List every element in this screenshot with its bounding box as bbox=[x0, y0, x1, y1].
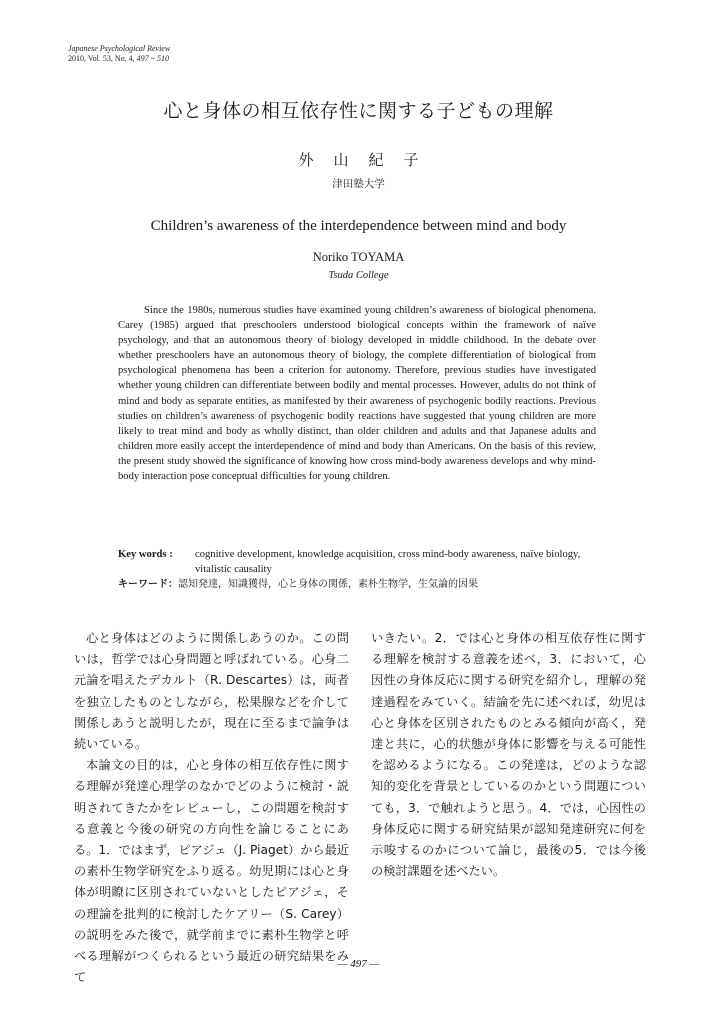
body-paragraph: 本論文の目的は，心と身体の相互依存性に関する理解が発達心理学のなかでどのように検討・説明されてきたかをレビューし，この問題を検討する意義と今後の研究の方向性を論じることにある。1．ではまず，ピアジェ（J. Piaget）から最近の素朴生物学研究をふり返る。幼児期には心と身体が明瞭に区別されていないとしたピアジェ，その理論を批判的に検討したケアリー（S. Carey）の説明をみた後で，就学前までに素朴生物学と呼べる理解がつくられるという最近の研究結果をみて bbox=[74, 758, 349, 985]
title-english: Children’s awareness of the interdependence between mind and body bbox=[150, 218, 567, 234]
keywords-english-text: cognitive development, knowledge acquisition, cross mind-body awareness, naïve biology, vitalistic causality bbox=[195, 549, 581, 575]
abstract: Since the 1980s, numerous studies have examined young children’s awareness of biological phenomena. Carey (1985) argued that preschoolers understood biological concepts within the framework of naïve psychology, and that an autonomous theory of biology developed in middle childhood. In the debate over whether preschoolers have an autonomous theory of biology, the complete differentiation of biological from psychological phenomena has been a criterion for autonomy. Therefore, previous studies have investigated whether young children can differentiate between bodily and mental processes. However, adults do not think of mind and body as separate entities, as manifested by their awareness of psychogenic bodily reactions. Previous studies on children’s awareness of psychogenic bodily reactions have suggested that young children are more likely to treat mind and body as wholly distinct, than older children and adults and that Japanese adults and children more easily accept the interdependence of mind and body than Americans. On the basis of this review, the present study showed the significance of knowing how cross mind-body awareness develops and why mind-body interaction pose conceptual difficulties for young children. bbox=[118, 305, 596, 483]
journal-pages: 497 ~ 510 bbox=[136, 54, 169, 63]
body-column-left bbox=[74, 628, 349, 988]
body-paragraph: いきたい。2．では心と身体の相互依存性に関する理解を検討する意義を述べ，3．において，心因性の身体反応に関する研究を紹介し，理解の発達過程をみていく。結論を先に述べれば，幼児は心と身体を区別されたものとみる傾向が高く，発達と共に，心的状態が身体に影響を与える可能性を認めるようになる。この発達は，どのような認知的変化を背景としているのかという問題についても，3．で触れようと思う。4．では，心因性の身体反応に関する研究結果が認知発達研究に何を示唆するのかについて論じ，最後の5．では今後の検討課題を述べたい。 bbox=[371, 631, 646, 879]
keywords-english-label: Key words : bbox=[118, 549, 173, 560]
affiliation-japanese: 津田塾大学 bbox=[332, 178, 385, 190]
keywords-japanese-label: キーワード： bbox=[118, 579, 178, 590]
journal-name: Japanese Psychological Review bbox=[68, 44, 171, 53]
affiliation-english: Tsuda College bbox=[328, 270, 389, 281]
journal-header bbox=[68, 44, 170, 64]
keywords-japanese bbox=[118, 577, 608, 592]
author-english: Noriko TOYAMA bbox=[312, 250, 405, 264]
keywords-japanese-text: 認知発達，知識獲得，心と身体の関係，素朴生物学，生気論的因果 bbox=[178, 579, 478, 590]
body-column-right bbox=[371, 628, 646, 882]
author-japanese: 外山紀子 bbox=[298, 151, 439, 169]
body-paragraph: 心と身体はどのように関係しあうのか。この問いは，哲学では心身問題と呼ばれている。心身二元論を唱えたデカルト（R. Descartes）は，両者を独立したものとしながら，松果腺などを介して関係しあうと説明したが，現在に至るまで論争は続いている。 bbox=[74, 631, 349, 752]
page-number: — 497 — bbox=[337, 958, 380, 970]
journal-volume: 2010, Vol. 53, No. 4, bbox=[68, 54, 135, 63]
title-japanese: 心と身体の相互依存性に関する子どもの理解 bbox=[163, 100, 554, 122]
